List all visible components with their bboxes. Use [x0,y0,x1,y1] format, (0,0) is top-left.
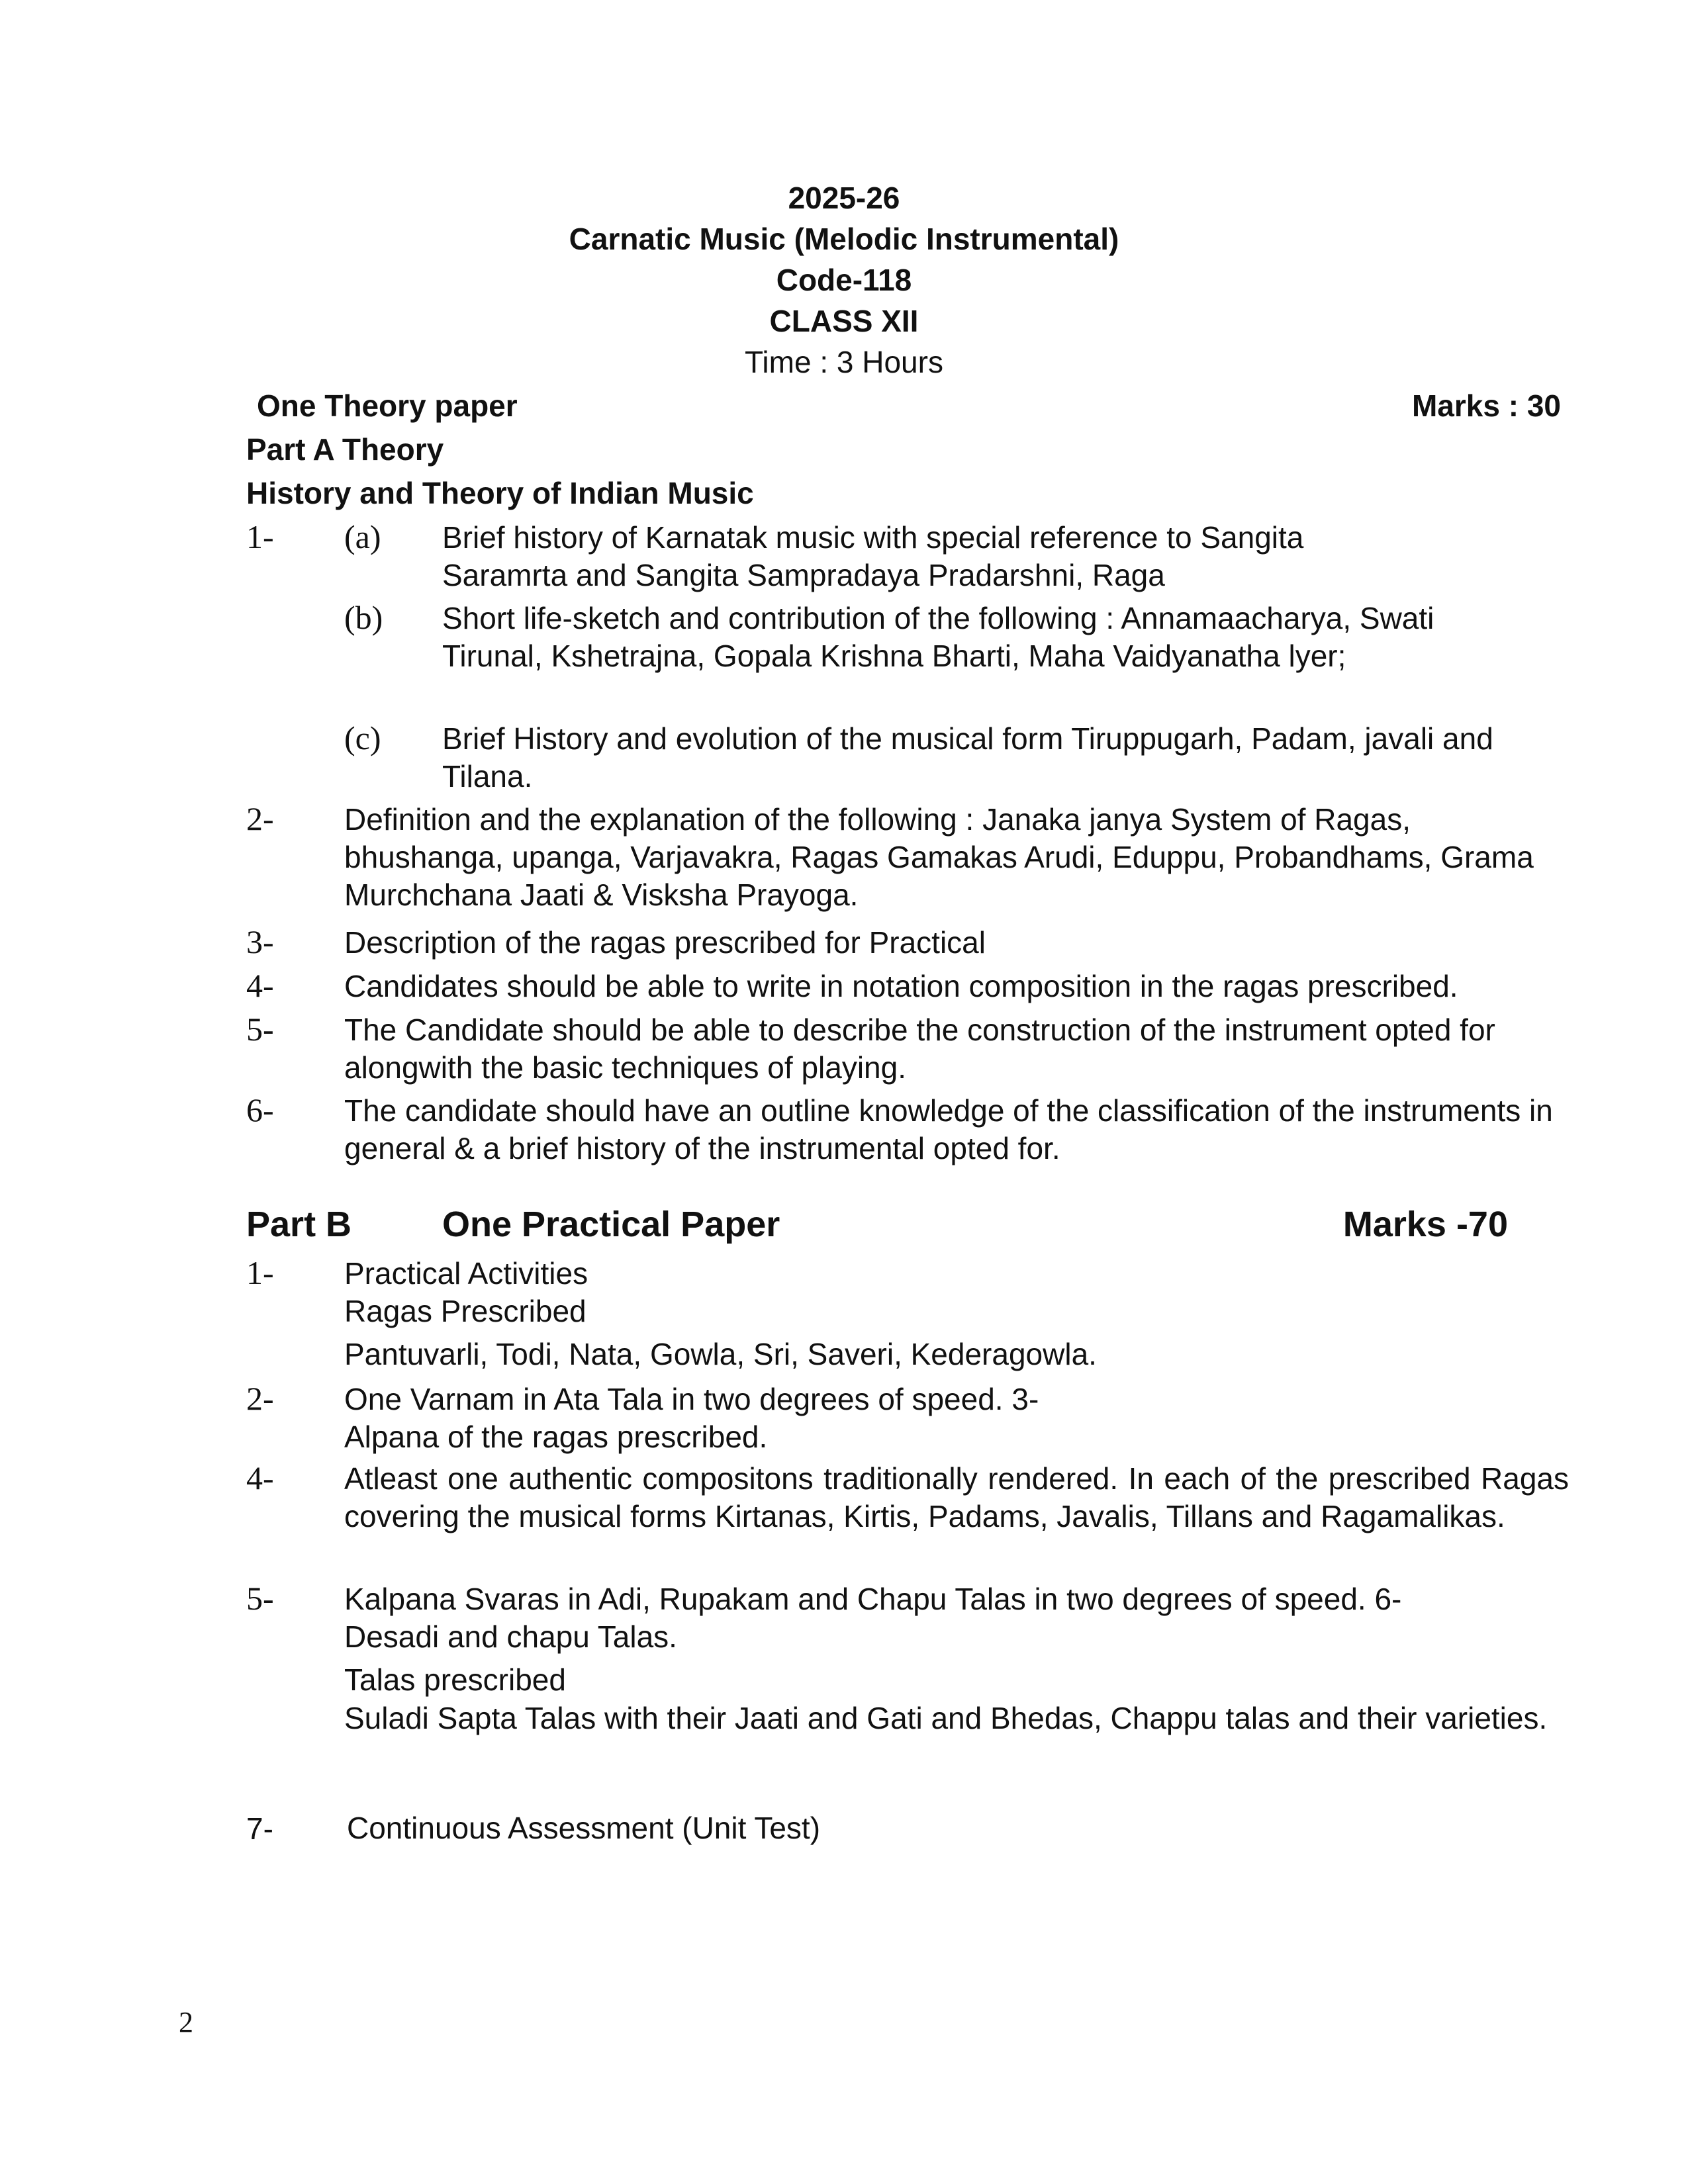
practical-item-4-text: Atleast one authentic compositons traditionally rendered. In each of the prescribed Ragas covering the musical forms Kirtanas, Kirtis, Padams, Javalis, Tillans and Ragamalikas. [344,1461,1569,1533]
theory-item-1a-text: Brief history of Karnatak music with special reference to Sangita Saramrta and Sangita Sampradaya Pradarshni, Raga [442,520,1304,592]
theory-item-1-number: 1- [246,518,274,555]
theory-item-6-number: 6- [246,1091,274,1128]
practical-item-1-number: 1- [246,1254,274,1291]
practical-item-2-line-2: Alpana of the ragas prescribed. [344,1420,768,1454]
practical-item-1-line-3: Pantuvarli, Todi, Nata, Gowla, Sri, Saveri, Kederagowla. [344,1337,1097,1371]
time-duration: Time : 3 Hours [745,345,943,379]
practical-item-5-text: Suladi Sapta Talas with their Jaati and Gati and Bhedas, Chappu talas and their varieties. [344,1701,1548,1735]
theory-item-2-number: 2- [246,800,274,837]
theory-item-5-number: 5- [246,1011,274,1048]
practical-item-7-text: Continuous Assessment (Unit Test) [347,1811,821,1845]
practical-item-7-number: 7- [246,1811,273,1846]
part-b-label: Part B [246,1205,352,1244]
theory-item-1c-label: (c) [344,719,381,756]
practical-item-5-line-1: Kalpana Svaras in Adi, Rupakam and Chapu Talas in two degrees of speed. 6- [344,1582,1402,1616]
theory-item-2-text: Definition and the explanation of the following : Janaka janya System of Ragas, bhushanga, upanga, Varjavakra, Ragas Gamakas Arudi, Eduppu, Probandhams, Grama Murchchana Jaati & Visksha Prayoga. [344,802,1534,912]
practical-item-4-number: 4- [246,1459,274,1496]
theory-paper-label: One Theory paper [257,388,518,423]
practical-item-5-line-2: Desadi and chapu Talas. [344,1619,677,1654]
subject-title: Carnatic Music (Melodic Instrumental) [569,222,1119,256]
practical-item-1-line-1: Practical Activities [344,1256,588,1291]
class-label: CLASS XII [769,304,919,338]
document-header [0,177,1688,383]
theory-item-1a-label: (a) [344,518,381,555]
theory-marks: Marks : 30 [1411,388,1561,423]
part-a-title: Part A Theory [246,432,444,467]
academic-year: 2025-26 [788,181,900,215]
practical-item-2-number: 2- [246,1380,274,1417]
page-number: 2 [179,2006,193,2038]
theory-item-4-text: Candidates should be able to write in notation composition in the ragas prescribed. [344,969,1458,1003]
theory-item-3-text: Description of the ragas prescribed for Practical [344,925,986,960]
theory-item-1b-text: Short life-sketch and contribution of the following : Annamaacharya, Swati Tirunal, Kshetrajna, Gopala Krishna Bharti, Maha Vaidyanatha lyer; [442,601,1434,673]
subject-code: Code-118 [776,263,912,297]
section-title: History and Theory of Indian Music [246,476,754,510]
practical-item-2-line-1: One Varnam in Ata Tala in two degrees of speed. 3- [344,1382,1039,1416]
theory-item-5-text: The Candidate should be able to describe the construction of the instrument opted for alongwith the basic techniques of playing. [344,1013,1495,1085]
practical-item-5-line-3: Talas prescribed [344,1662,566,1697]
theory-item-1b-label: (b) [344,599,383,636]
practical-item-5-number: 5- [246,1580,274,1617]
practical-marks: Marks -70 [1342,1205,1508,1244]
practical-paper-label: One Practical Paper [442,1205,780,1244]
practical-item-1-line-2: Ragas Prescribed [344,1294,586,1328]
theory-item-6-text: The candidate should have an outline knowledge of the classification of the instruments in general & a brief history of the instrumental opted for. [344,1093,1553,1165]
theory-item-3-number: 3- [246,923,274,960]
theory-item-4-number: 4- [246,967,274,1004]
theory-item-1c-text: Brief History and evolution of the musical form Tiruppugarh, Padam, javali and Tilana. [442,721,1493,794]
